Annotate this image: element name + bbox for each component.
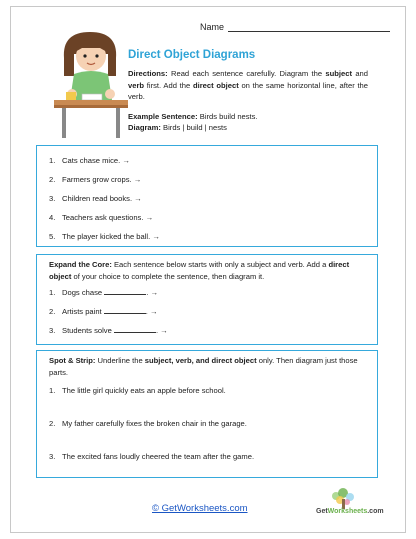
item-text: Teachers ask questions. → [62,213,154,222]
item-text: The excited fans loudly cheered the team after the game. [62,452,255,461]
logo-text-worksheets: Worksheets [327,508,368,515]
item-text: Children read books. → [62,194,142,203]
example-diagram-text: Birds | build | nests [160,123,227,132]
directions-direct-object: direct object [192,80,239,90]
item-end: . → [146,288,159,297]
instruction-bold: direct object [49,260,350,281]
list-item [49,307,158,316]
directions [128,68,368,103]
directions-label: Directions: [128,69,168,78]
instruction-text: only. Then diagram just those parts. [49,356,358,377]
instruction-text: Underline the [95,356,145,365]
directions-text: and [352,69,368,78]
item-end: . → [155,326,168,335]
example-sentence-text: Birds build nests. [197,112,258,121]
worksheet-title: Direct Object Diagrams [128,49,256,61]
name-field [200,22,390,32]
list-item [49,326,168,335]
list-item [49,213,153,222]
logo-text-com: .com [367,508,384,515]
answer-blank[interactable] [114,326,156,333]
item-number: 1. [49,386,56,395]
item-number: 5. [49,232,56,241]
example-diagram [128,122,258,133]
list-item [49,194,142,203]
item-number: 1. [49,156,56,165]
list-item [49,175,141,184]
girl-at-desk-illustration [52,28,130,138]
logo-text-get: Get [316,508,328,515]
name-label: Name [200,22,225,32]
answer-blank[interactable] [104,288,146,295]
item-number: 2. [49,175,56,184]
item-number: 4. [49,213,56,222]
item-text: Dogs chase [62,288,103,297]
example-diagram-label: Diagram: [128,123,161,132]
example [128,111,258,133]
item-text: Farmers grow crops. → [62,175,142,184]
item-end: . → [145,307,158,316]
answer-blank[interactable] [104,307,146,314]
item-number: 3. [49,326,56,335]
list-item [49,232,160,241]
item-number: 3. [49,452,56,461]
footer-link[interactable]: © GetWorksheets.com [152,503,248,514]
section-label: Expand the Core: [49,260,112,269]
instruction-text: Each sentence below starts with only a subject and verb. Add a [111,260,329,269]
item-number: 1. [49,288,56,297]
tree-logo-icon [316,487,372,523]
item-text: Artists paint [62,307,102,316]
section-spot-and-strip [36,350,378,478]
item-number: 2. [49,307,56,316]
item-text: The player kicked the ball. → [62,232,160,241]
list-item [49,419,247,428]
section-label: Spot & Strip: [49,356,96,365]
section-instructions [49,355,367,378]
list-item [49,452,254,461]
item-text: My father carefully fixes the broken chair in the garage. [62,419,247,428]
instruction-bold: subject, verb, and direct object [144,356,257,365]
item-text: Cats chase mice. → [62,156,130,165]
directions-text: on the same horizontal line, after the verb. [128,80,369,101]
item-text: Students solve [62,326,112,335]
directions-text: first. Add the [144,80,193,90]
example-sentence [128,111,258,122]
item-text: The little girl quickly eats an apple before school. [62,386,226,395]
item-number: 3. [49,194,56,203]
instruction-text: of your choice to complete the sentence, then diagram it. [71,271,265,281]
item-number: 2. [49,419,56,428]
directions-text: Read each sentence carefully. Diagram the [167,69,326,78]
name-line[interactable] [228,24,390,32]
logo-text [316,508,384,515]
section-instructions [49,259,367,282]
list-item [49,156,130,165]
section-expand-the-core [36,254,378,345]
directions-verb: verb [128,80,145,90]
section-basic-diagrams [36,145,378,247]
directions-subject: subject [325,69,352,78]
list-item [49,288,158,297]
example-sentence-label: Example Sentence: [128,112,198,121]
list-item [49,386,226,395]
